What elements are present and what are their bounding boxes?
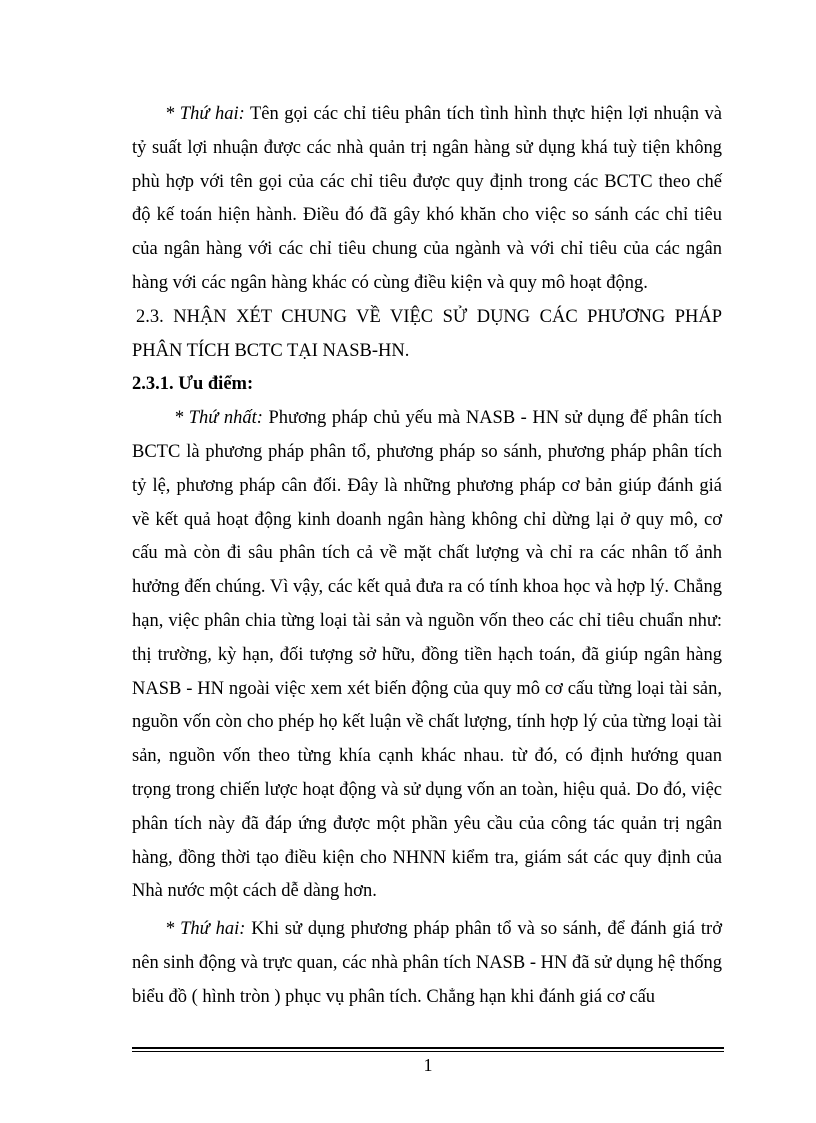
page-number: 1	[423, 1055, 433, 1075]
paragraph-text: Khi sử dụng phương pháp phân tổ và so sánh, để đánh giá trở nên sinh động và trực quan, các nhà phân tích NASB - HN đã sử dụng hệ thống biểu đồ ( hình tròn ) phục vụ phân tích. Chẳng hạn khi đánh giá cơ cấu	[132, 919, 722, 1007]
page-footer	[132, 1047, 724, 1076]
document-body	[132, 98, 722, 1015]
paragraph-lead: * Thứ nhất:	[174, 408, 263, 429]
section-heading: 2.3. NHẬN XÉT CHUNG VỀ VIỆC SỬ DỤNG CÁC PHƯƠNG PHÁP PHÂN TÍCH BCTC TẠI NASB-HN.	[132, 306, 722, 361]
footer-rule-top	[132, 1047, 724, 1049]
paragraph-lead: * Thứ hai:	[165, 104, 245, 124]
paragraph-second-point	[132, 98, 722, 301]
paragraph-lead: * Thứ hai:	[165, 919, 246, 940]
paragraph-first-advantage	[132, 402, 722, 909]
footer-rule-bottom	[132, 1051, 724, 1052]
paragraph-second-advantage	[132, 913, 722, 1014]
subsection-heading: 2.3.1. Ưu điểm:	[132, 374, 254, 395]
paragraph-text: Phương pháp chủ yếu mà NASB - HN sử dụng để phân tích BCTC là phương pháp phân tổ, phương pháp so sánh, phương pháp phân tích tỷ lệ, phương pháp cân đối. Đây là những phương pháp cơ bản giúp đánh giá về kết quả hoạt động kinh doanh ngân hàng không chỉ dừng lại ở quy mô, cơ cấu mà còn đi sâu phân tích cả về mặt chất lượng và chỉ ra các nhân tố ảnh hưởng đến chúng. Vì vậy, các kết quả đưa ra có tính khoa học và hợp lý. Chẳng hạn, việc phân chia từng loại tài sản và nguồn vốn theo các chỉ tiêu chuẩn như: thị trường, kỳ hạn, đối tượng sở hữu, đồng tiền hạch toán, đã giúp ngân hàng NASB - HN ngoài việc xem xét biến động của quy mô cơ cấu từng loại tài sản, nguồn vốn còn cho phép họ kết luận về chất lượng, tính hợp lý của từng loại tài sản, nguồn vốn theo từng khía cạnh khác nhau. từ đó, có định hướng quan trọng trong chiến lược hoạt động và sử dụng vốn an toàn, hiệu quả. Do đó, việc phân tích này đã đáp ứng được một phần yêu cầu của công tác quản trị ngân hàng, đồng thời tạo điều kiện cho NHNN kiểm tra, giám sát các quy định của Nhà nước một cách dễ dàng hơn.	[132, 408, 723, 902]
paragraph-text: Tên gọi các chỉ tiêu phân tích tình hình thực hiện lợi nhuận và tỷ suất lợi nhuận được các nhà quản trị ngân hàng sử dụng khá tuỳ tiện không phù hợp với tên gọi của các chỉ tiêu được quy định trong các BCTC theo chế độ kế toán hiện hành. Điều đó đã gây khó khăn cho việc so sánh các chỉ tiêu của ngân hàng với các chỉ tiêu chung của ngành và với chỉ tiêu của các ngân hàng với các ngân hàng khác có cùng điều kiện và quy mô hoạt động.	[132, 104, 722, 293]
